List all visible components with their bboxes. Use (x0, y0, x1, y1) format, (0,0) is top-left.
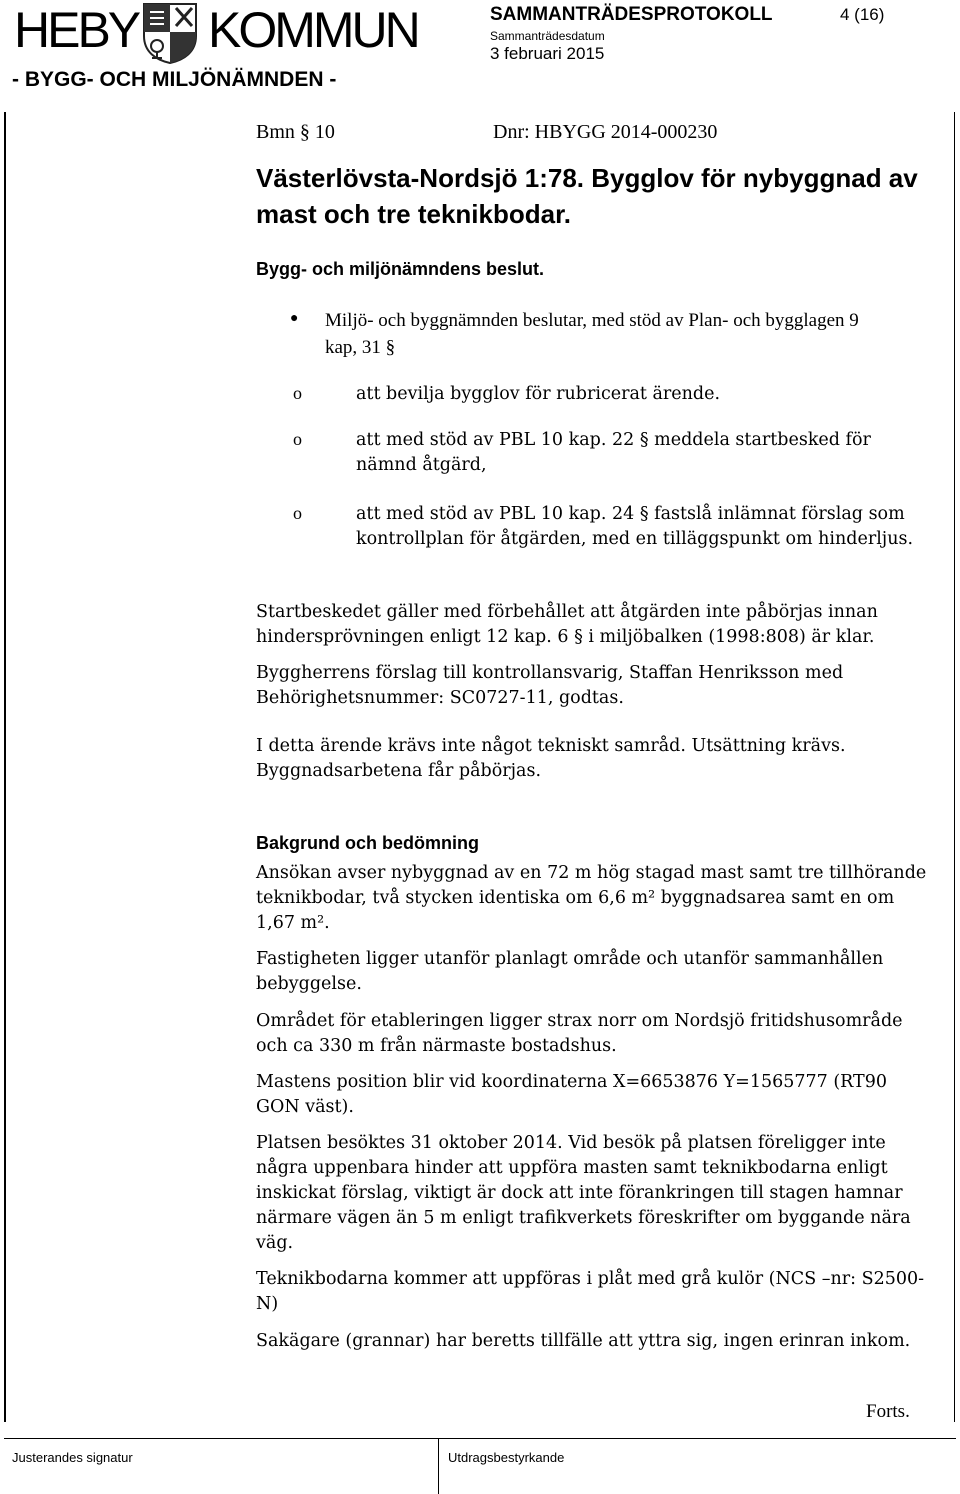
decision-paragraph: I detta ärende krävs inte något tekniskt samråd. Utsättning krävs. Byggnadsarbetena får påbörjas. (256, 736, 846, 781)
sub-item: att bevilja bygglov för rubricerat ärende. (356, 384, 721, 404)
left-margin-rule (4, 112, 6, 1422)
sub-item-marker: o (293, 429, 302, 449)
background-paragraph: Mastens position blir vid koordinaterna X=6653876 Y=1565777 (RT90 GON väst). (256, 1072, 887, 1117)
footer-divider (4, 1438, 956, 1439)
background-paragraph: Platsen besöktes 31 oktober 2014. Vid besök på platsen föreligger inte några uppenbara hinder att uppföra masten samt teknikbodarna enligt inskickat förslag, viktigt är dock att inte förankringen till stagen hamnar närmare vägen än 5 m enligt trafikverkets föreskrifter om byggande nära väg. (256, 1133, 911, 1253)
decision-heading: Bygg- och miljönämndens beslut. (256, 259, 545, 279)
paragraph-number: Bmn § 10 (256, 121, 335, 143)
case-number: Dnr: HBYGG 2014-000230 (493, 121, 718, 143)
continued-note: Forts. (866, 1401, 910, 1422)
decision-statement: Miljö- och byggnämnden beslutar, med stöd av Plan- och bygglagen 9 kap, 31 § (325, 310, 859, 358)
department-name: - BYGG- OCH MILJÖNÄMNDEN - (12, 68, 337, 91)
background-paragraph: Teknikbodarna kommer att uppföras i plåt med grå kulör (NCS –nr: S2500-N) (256, 1269, 925, 1314)
protocol-title: SAMMANTRÄDESPROTOKOLL (490, 4, 773, 25)
signature-label: Justerandes signatur (12, 1450, 133, 1465)
background-paragraph: Sakägare (grannar) har beretts tillfälle att yttra sig, ingen erinran inkom. (256, 1331, 911, 1351)
municipal-crest-icon (140, 2, 200, 64)
page-number: 4 (16) (840, 5, 885, 24)
meeting-date-label: Sammanträdesdatum (490, 29, 605, 43)
sub-item-marker: o (293, 383, 302, 403)
right-margin-rule (954, 112, 955, 1422)
decision-paragraph: Byggherrens förslag till kontrollansvarig, Staffan Henriksson med Behörighetsnummer: SC0727-11, godtas. (256, 663, 844, 708)
extract-certification-label: Utdragsbestyrkande (448, 1450, 565, 1465)
case-title: Västerlövsta-Nordsjö 1:78. Bygglov för nybyggnad av mast och tre teknikbodar. (256, 163, 918, 229)
sub-item-marker: o (293, 503, 302, 523)
logo-kommun: KOMMUN (208, 2, 418, 58)
background-heading: Bakgrund och bedömning (256, 833, 479, 853)
background-paragraph: Fastigheten ligger utanför planlagt område och utanför sammanhållen bebyggelse. (256, 949, 884, 994)
sub-item: att med stöd av PBL 10 kap. 22 § meddela startbesked för nämnd åtgärd, (356, 430, 871, 475)
sub-item: att med stöd av PBL 10 kap. 24 § fastslå inlämnat förslag som kontrollplan för åtgärden, med en tilläggspunkt om hinderljus. (356, 504, 914, 549)
logo-heby: HEBY (14, 2, 139, 58)
decision-paragraph: Startbeskedet gäller med förbehållet att åtgärden inte påbörjas innan hindersprövningen enligt 12 kap. 6 § i miljöbalken (1998:808) är klar. (256, 602, 878, 647)
footer-column-divider (438, 1438, 439, 1494)
bullet-icon: ● (290, 309, 299, 325)
meeting-date: 3 februari 2015 (490, 44, 605, 63)
background-paragraph: Området för etableringen ligger strax norr om Nordsjö fritidshusområde och ca 330 m från närmaste bostadshus. (256, 1011, 903, 1056)
background-paragraph: Ansökan avser nybyggnad av en 72 m hög stagad mast samt tre tillhörande teknikbodar, två stycken identiska om 6,6 m² byggnadsarea samt en om 1,67 m². (256, 863, 927, 933)
